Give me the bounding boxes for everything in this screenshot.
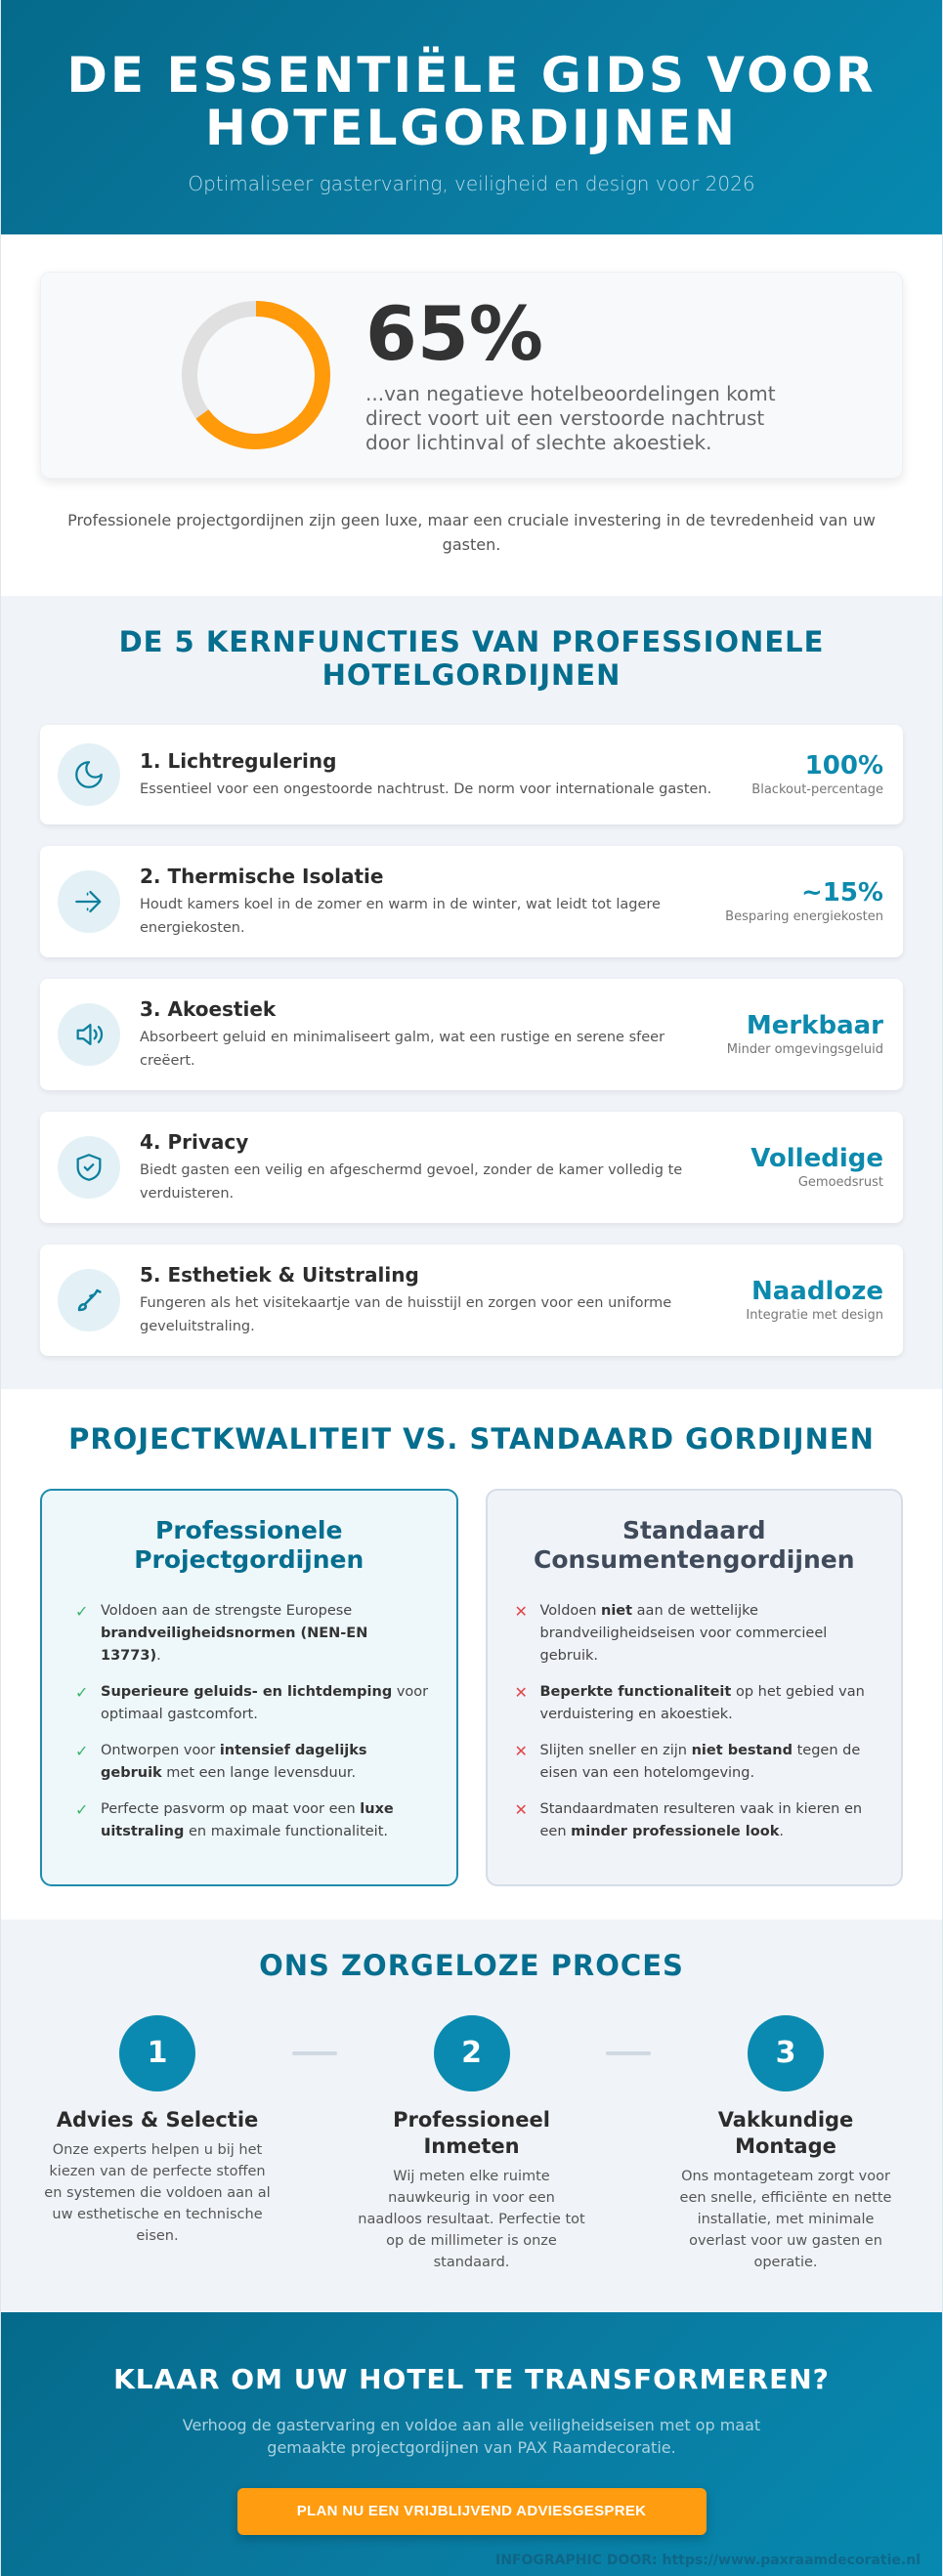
step-description: Wij meten elke ruimte nauwkeurig in voor een naadloos resultaat. Perfectie tot op de millimeter is onze standaard. (358, 2169, 585, 2270)
check-icon: ✓ (75, 1742, 89, 1760)
comparison-item (75, 1798, 429, 1843)
feature-title: 2. Thermische Isolatie (140, 865, 384, 888)
feature-card-lichtregulering (40, 725, 903, 824)
step-number: 2 (434, 2015, 510, 2091)
professional-list (69, 1600, 429, 1843)
cross-icon: ✕ (514, 1800, 528, 1819)
cta-section (1, 2312, 942, 2576)
comparison-title: PROJECTKWALITEIT VS. STANDAARD GORDIJNEN (68, 1422, 875, 1456)
features-section (1, 596, 942, 1389)
feature-title: 1. Lichtregulering (140, 749, 337, 773)
comparison-item (515, 1798, 875, 1843)
comparison-item (515, 1600, 875, 1668)
step-number: 1 (119, 2015, 195, 2091)
cross-icon: ✕ (514, 1742, 528, 1760)
credit-link[interactable]: INFOGRAPHIC DOOR: https://www.paxraamdecoratie.nl (494, 2553, 921, 2568)
step-description: Ons montageteam zorgt voor een snelle, efficiënte en nette installatie, met minimale overlast voor uw gasten en operatie. (679, 2169, 892, 2270)
page-title: DE ESSENTIËLE GIDS VOOR HOTELGORDIJNEN (66, 47, 877, 156)
feature-card-esthetiek (40, 1245, 903, 1356)
page-subtitle: Optimaliseer gastervaring, veiligheid en design voor 2026 (188, 172, 755, 195)
feature-metric-value: 100% (804, 751, 883, 781)
comparison-item (75, 1600, 429, 1668)
standard-list (515, 1600, 875, 1843)
feature-title: 4. Privacy (140, 1130, 249, 1154)
feature-metric-value: Volledige (750, 1144, 883, 1173)
feature-description: Essentieel voor een ongestoorde nachtrust. De norm voor internationale gasten. (140, 781, 712, 797)
standard-card (486, 1489, 904, 1886)
comparison-item (515, 1740, 875, 1785)
standard-card-title: Standaard Consumentengordijnen (534, 1516, 855, 1574)
process-step-3 (668, 2015, 903, 2273)
feature-title: 3. Akoestiek (140, 997, 277, 1021)
feature-metric-label: Blackout-percentage (751, 782, 883, 797)
feature-description: Absorbeert geluid en minimaliseert galm, wat een rustige en serene sfeer creëert. (140, 1030, 665, 1069)
feature-metric-value: Merkbaar (746, 1011, 883, 1040)
professional-card (40, 1489, 458, 1886)
stat-value: 65% (365, 289, 543, 377)
feature-metric-value: ~15% (800, 878, 883, 908)
check-icon: ✓ (75, 1683, 89, 1702)
process-step-2 (355, 2015, 589, 2273)
check-icon: ✓ (75, 1602, 89, 1621)
feature-metric-label: Besparing energiekosten (725, 909, 883, 924)
hero-header (1, 0, 942, 234)
step-connector (606, 2051, 651, 2055)
stat-section (1, 234, 942, 596)
feature-card-privacy (40, 1112, 903, 1223)
process-step-1 (40, 2015, 275, 2273)
cross-icon: ✕ (514, 1683, 528, 1702)
features-title: DE 5 KERNFUNCTIES VAN PROFESSIONELE HOTELGORDIJNEN (118, 625, 825, 692)
comparison-item-text: Standaardmaten resulteren vaak in kieren en een minder professionele look. (539, 1801, 863, 1839)
check-icon: ✓ (75, 1800, 89, 1819)
cta-text: Verhoog de gastervaring en voldoe aan alle veiligheidseisen met op maat gemaakte projectgordijnen van PAX Raamdecoratie. (182, 2416, 761, 2457)
moon-icon (58, 743, 120, 806)
stat-card (40, 272, 903, 479)
step-title: Vakkundige Montage (717, 2108, 854, 2158)
donut-chart-icon (178, 297, 334, 453)
comparison-item (75, 1740, 429, 1785)
feature-metric-label: Integratie met design (746, 1308, 883, 1323)
comparison-item-text: Superieure geluids- en lichtdemping voor optimaal gastcomfort. (101, 1684, 429, 1722)
stat-note: Professionele projectgordijnen zijn geen luxe, maar een cruciale investering in de tevredenheid van uw gasten. (67, 511, 876, 554)
step-connector (292, 2051, 337, 2055)
step-title: Advies & Selectie (56, 2108, 259, 2132)
plan-consultation-button[interactable]: PLAN NU EEN VRIJBLIJVEND ADVIESGESPREK (237, 2488, 707, 2535)
comparison-item (75, 1681, 429, 1726)
comparison-item-text: Ontworpen voor intensief dagelijks gebruik met een lange levensduur. (101, 1743, 367, 1781)
professional-card-title: Professionele Projectgordijnen (134, 1516, 364, 1574)
paint-brush-icon (58, 1269, 120, 1331)
feature-card-akoestiek (40, 979, 903, 1090)
step-number: 3 (748, 2015, 824, 2091)
comparison-item-text: Voldoen aan de strengste Europese brandveiligheidsnormen (NEN-EN 13773). (101, 1603, 368, 1664)
process-title: ONS ZORGELOZE PROCES (259, 1949, 684, 1982)
feature-metric-value: Naadloze (750, 1277, 883, 1306)
feature-card-thermische-isolatie (40, 846, 903, 957)
comparison-item-text: Perfecte pasvorm op maat voor een luxe uitstraling en maximale functionaliteit. (101, 1801, 394, 1839)
comparison-item-text: Voldoen niet aan de wettelijke brandveiligheidseisen voor commercieel gebruik. (539, 1603, 828, 1664)
comparison-section (1, 1389, 942, 1920)
process-section (1, 1920, 942, 2312)
shield-check-icon (58, 1136, 120, 1199)
cross-icon: ✕ (514, 1602, 528, 1621)
thermal-arrow-icon (58, 870, 120, 933)
feature-description: Houdt kamers koel in de zomer en warm in de winter, wat leidt tot lagere energiekosten. (140, 897, 661, 936)
feature-metric-label: Minder omgevingsgeluid (726, 1042, 883, 1057)
comparison-item-text: Beperkte functionaliteit op het gebied van verduistering en akoestiek. (539, 1684, 865, 1722)
feature-title: 5. Esthetiek & Uitstraling (140, 1263, 419, 1287)
step-title: Professioneel Inmeten (393, 2108, 550, 2158)
feature-metric-label: Gemoedsrust (797, 1175, 883, 1190)
feature-description: Fungeren als het visitekaartje van de huisstijl en zorgen voor een uniforme geveluitstraling. (140, 1295, 672, 1334)
feature-description: Biedt gasten een veilig en afgeschermd gevoel, zonder de kamer volledig te verduisteren. (140, 1162, 683, 1202)
cta-title: KLAAR OM UW HOTEL TE TRANSFORMEREN? (113, 2363, 830, 2395)
speaker-icon (58, 1003, 120, 1066)
stat-description: ...van negatieve hotelbeoordelingen komt direct voort uit een verstoorde nachtrust door lichtinval of slechte akoestiek. (365, 381, 776, 454)
step-description: Onze experts helpen u bij het kiezen van de perfecte stoffen en systemen die voldoen aan al uw esthetische en technische eisen. (44, 2142, 271, 2244)
comparison-item (515, 1681, 875, 1726)
comparison-item-text: Slijten sneller en zijn niet bestand tegen de eisen van een hotelomgeving. (539, 1743, 861, 1781)
